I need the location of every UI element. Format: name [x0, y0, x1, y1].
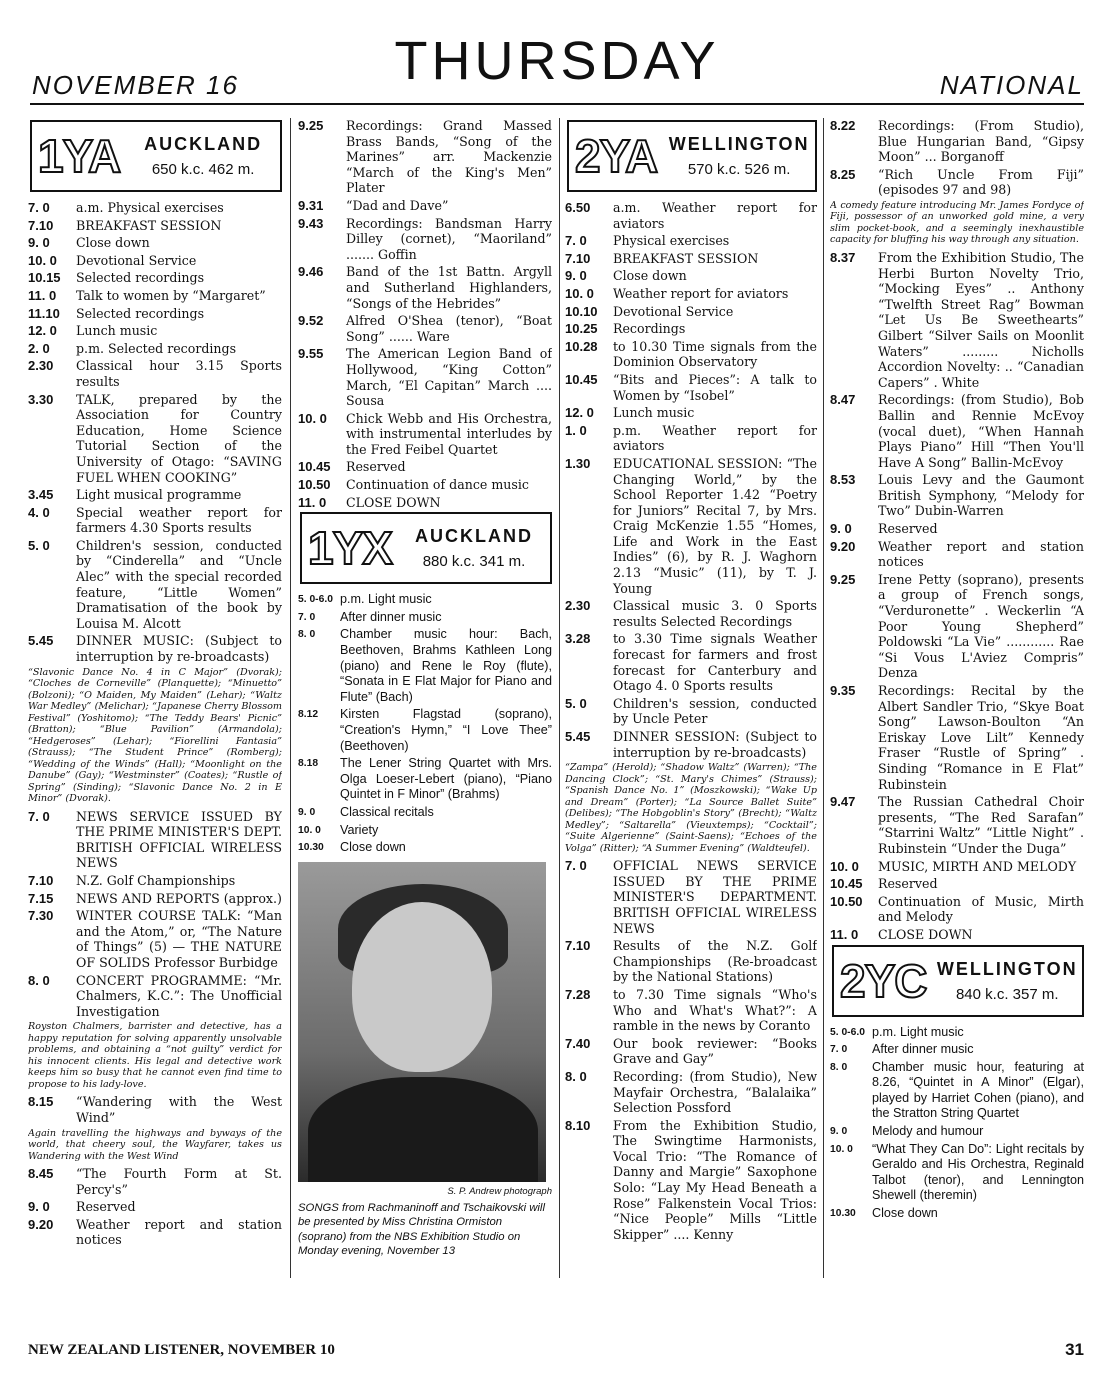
programme-entry	[830, 539, 1084, 570]
entry-time: 2.30	[28, 358, 54, 374]
programme-entry	[28, 358, 282, 389]
programme-entry	[298, 313, 552, 344]
programme-entry	[830, 794, 1084, 856]
portrait-photo	[298, 862, 546, 1182]
entry-description: Recordings: (from Studio), Bob Ballin and Rennie McEvoy (vocal duet), “When Hannah Plays Piano” Hill “Then You'll Have A Song” Ballin-McEvoy	[878, 392, 1084, 470]
programme-entry	[565, 268, 817, 284]
entry-time: 10.28	[565, 338, 598, 354]
programme-entry	[830, 1060, 1084, 1122]
entry-description: “The Fourth Form at St. Percy's”	[76, 1166, 282, 1197]
entry-time: 11.10	[28, 305, 60, 321]
entry-description: Weather report for aviators	[613, 285, 789, 301]
programme-entry	[565, 1036, 817, 1067]
programme-entry	[565, 598, 817, 629]
entry-time: 7.10	[565, 250, 591, 266]
entry-time: 7. 0	[565, 858, 587, 874]
entry-description: Louis Levy and the Gaumont British Symphony, “Melody for Two” Dubin-Warren	[878, 472, 1084, 519]
entry-time: 8.10	[565, 1117, 591, 1133]
entry-time: 8.25	[830, 166, 856, 182]
entry-time: 10.45	[565, 371, 598, 387]
station-name: WELLINGTON	[936, 958, 1078, 979]
entry-time: 9.35	[830, 683, 856, 698]
footer-publication: NEW ZEALAND LISTENER, NOVEMBER 10	[28, 1342, 335, 1358]
programme-note: Royston Chalmers, barrister and detective, has a happy reputation for solving apparently unsolvable problems, and obtaining a “not guilty” verdict for his innocent clients. His legal and detective work keeps him so busy that he cannot even find time to propose to his lady-love.	[28, 1021, 282, 1090]
entry-description: Light musical programme	[76, 487, 242, 503]
entry-description: Irene Petty (soprano), presents a group of French songs, “Verduronette” . Weckerlin “A Poor Young Shepherd” Poldowski “La Vie” ............ Rae “Si Vous L'Aviez Compris” Denza	[878, 571, 1084, 681]
entry-time: 9.20	[830, 538, 856, 554]
entry-description: Recordings	[613, 321, 686, 337]
entry-description: Recordings: (From Studio), Blue Hungarian Band, “Gipsy Moon” ... Borganoff	[878, 118, 1084, 165]
dinner-music-note: “Zampa” (Herold); “Shadow Waltz” (Warren); “The Dancing Clock”; “St. Mary's Chimes” (Strauss); “Spanish Dance No. 1” (Moszkowski); “Wake Up and Dream” (Porter); “La Source Ballet Suite” (Delibes); “The Hobgoblin's Story” (Brecht); “Waltz Medley”; “Saltarella” (Vieuxtemps); “Cocktail”; “Suite Algerienne” (Saint-Saens); “Echoes of the Volga” (Ritter); “A Summer Evening” (Waldteufel).	[565, 762, 817, 854]
station-box-2yc	[832, 945, 1084, 1017]
entry-time: 10. 0	[565, 285, 594, 301]
programme-note: A comedy feature introducing Mr. James Fordyce of Fiji, possessor of an unworked gold mine, a very slim pocket-book, and a seemingly inexhaustible capacity for bluffing his way through any situation.	[830, 199, 1084, 246]
programme-entry	[565, 456, 817, 596]
entry-time: 8.18	[298, 758, 319, 770]
programme-entry	[830, 1142, 1084, 1204]
entry-time: 8.22	[830, 118, 856, 133]
entry-description: BREAKFAST SESSION	[613, 250, 759, 266]
station-frequency: 880 k.c. 341 m.	[422, 553, 526, 571]
photo-credit: S. P. Andrew photograph	[447, 1185, 552, 1197]
programme-entry	[298, 216, 552, 263]
entry-description: Reserved	[878, 521, 938, 537]
programme-entry	[298, 756, 552, 803]
programme-entry	[565, 304, 817, 320]
programme-entry	[28, 973, 282, 1020]
entry-time: 8.15	[28, 1094, 54, 1110]
programme-entry	[830, 1206, 1084, 1222]
entry-description: p.m. Weather report for aviators	[613, 422, 817, 454]
entry-description: Reserved	[878, 876, 938, 892]
entry-description: p.m. Selected recordings	[76, 340, 237, 356]
programme-entry	[298, 459, 552, 475]
column-2	[298, 118, 552, 1270]
entry-description: Selected recordings	[76, 270, 205, 286]
programme-entry	[565, 1069, 817, 1116]
entry-time: 5.45	[565, 729, 591, 744]
entry-description: Kirsten Flagstad (soprano), “Creation's Hymn,” “I Love Thee” (Beethoven)	[340, 707, 552, 753]
entry-description: Close down	[613, 268, 687, 284]
programme-entry	[830, 572, 1084, 681]
entry-description: WINTER COURSE TALK: “Man and the Atom,” or, “The Nature of Things” (5) — THE NATURE OF SOLIDS Professor Burbidge	[76, 908, 282, 970]
entry-description: Devotional Service	[76, 252, 197, 268]
entry-description: Recordings: Bandsman Harry Dilley (cornet), “Maoriland” ....... Goffin	[346, 215, 552, 262]
page-number: 31	[1065, 1340, 1084, 1359]
programme-entry	[565, 200, 817, 231]
programme-entry	[28, 873, 282, 889]
station-frequency: 570 k.c. 526 m.	[687, 161, 791, 178]
entry-description: Children's session, conducted by “Cinderella” and “Uncle Alec” with the special recorded feature, “Little Women” Dramatisation of the book by Louisa M. Alcott	[76, 537, 282, 631]
programme-entry	[830, 118, 1084, 165]
entry-time: 5. 0-6.0	[298, 594, 333, 606]
entry-description: From the Exhibition Studio, The Herbi Burton Novelty Trio, “Mocking Eyes” .. Anthony “Twelfth Street Rag” Bowman “Let Us Be Sweethearts” Gilbert “Silver Sails on Moonlit Waters” ......... Nicholls Accordion Novelty: .. “Canadian Capers” . White	[878, 249, 1084, 390]
entry-time: 1.30	[565, 455, 591, 471]
entry-time: 7.40	[565, 1035, 591, 1051]
programme-entry	[830, 894, 1084, 925]
entry-description: EDUCATIONAL SESSION: “The Changing World,” by the School Reporter 1.42 “Poetry for Juniors” Recital 7, by Mrs. Craig McKenzie 1.55 “Homes, Life and Work in the East Indies” (6), by R. J. Waghorn 2.13 “Music” (11), by T. J. Young	[613, 455, 817, 596]
programme-entry	[565, 696, 817, 727]
programme-entry	[28, 235, 282, 251]
entry-description: DINNER MUSIC: (Subject to interruption by re-broadcasts)	[76, 633, 282, 665]
column-1	[28, 118, 282, 1270]
entry-time: 7.15	[28, 890, 54, 906]
entry-description: Recording: (from Studio), New Mayfair Orchestra, “Balalaika” Selection Possford	[613, 1068, 817, 1116]
station-box-1yx	[300, 512, 552, 584]
entry-time: 9. 0	[830, 521, 852, 537]
entry-time: 8. 0	[298, 629, 316, 641]
programme-entry	[565, 339, 817, 370]
column-divider	[559, 118, 560, 1278]
entry-time: 9. 0	[298, 806, 316, 818]
entry-description: a.m. Physical exercises	[76, 200, 224, 215]
entry-time: 8. 0	[28, 972, 50, 988]
station-call-sign: 1YX	[308, 522, 392, 575]
station-box-2ya	[567, 120, 817, 192]
programme-entry	[28, 1094, 282, 1125]
programme-entry	[830, 392, 1084, 470]
entry-description: “Bits and Pieces”: A talk to Women by “Isobel”	[613, 371, 817, 403]
entry-time: 7.10	[565, 938, 591, 954]
entry-time: 9.43	[298, 215, 324, 231]
entry-time: 12. 0	[28, 323, 57, 339]
entry-description: N.Z. Golf Championships	[76, 873, 236, 888]
programme-entry	[28, 323, 282, 339]
entry-description: p.m. Light music	[872, 1024, 964, 1039]
programme-entry	[28, 908, 282, 970]
station-call-sign: 2YA	[575, 130, 658, 182]
column-3	[565, 118, 817, 1270]
programme-entry	[28, 1217, 282, 1248]
programme-entry	[298, 627, 552, 705]
station-frequency: 840 k.c. 357 m.	[955, 985, 1059, 1003]
entry-description: Reserved	[76, 1199, 136, 1215]
programme-entry	[565, 372, 817, 403]
entry-description: After dinner music	[340, 609, 442, 624]
entry-time: 4. 0	[28, 504, 50, 520]
entry-time: 7. 0	[298, 611, 316, 623]
entry-time: 8.37	[830, 249, 856, 265]
entry-time: 9. 0	[830, 1126, 848, 1138]
header-day: THURSDAY	[394, 31, 720, 91]
entry-time: 1. 0	[565, 422, 587, 438]
programme-entry	[565, 423, 817, 454]
entry-time: 5. 0	[28, 537, 50, 553]
entry-description: Band of the 1st Battn. Argyll and Sutherland Highlanders, “Songs of the Hebrides”	[346, 264, 552, 311]
entry-description: p.m. Light music	[340, 592, 432, 607]
programme-entry	[28, 505, 282, 536]
column-divider	[290, 118, 291, 1278]
programme-entry	[28, 270, 282, 286]
entry-description: “What They Can Do”: Light recitals by Geraldo and His Orchestra, Reginald Talbot (tenor), and Lennington Shewell (theremin)	[872, 1141, 1084, 1203]
entry-description: Talk to women by “Margaret”	[76, 287, 266, 303]
entry-time: 9. 0	[565, 268, 587, 284]
entry-time: 2.30	[565, 598, 591, 614]
programme-entry	[565, 251, 817, 267]
column-4	[830, 118, 1084, 1270]
programme-entry	[565, 729, 817, 760]
entry-time: 7.10	[28, 217, 54, 233]
entry-description: CONCERT PROGRAMME: “Mr. Chalmers, K.C.”: The Unofficial Investigation	[76, 972, 282, 1019]
entry-description: NEWS AND REPORTS (approx.)	[76, 890, 282, 906]
programme-entry	[830, 927, 1084, 943]
entry-time: 10. 0	[830, 858, 859, 874]
entry-description: The American Legion Band of Hollywood, “King Cotton” March, “El Capitan” March .... Sousa	[346, 346, 552, 409]
programme-entry	[28, 538, 282, 632]
programme-entry	[298, 477, 552, 493]
programme-entry	[565, 631, 817, 693]
entry-time: 9.20	[28, 1216, 54, 1232]
entry-description: Lunch music	[76, 323, 158, 339]
programme-entry	[28, 1199, 282, 1215]
programme-entry	[565, 938, 817, 985]
programme-entry	[565, 1118, 817, 1243]
entry-description: BREAKFAST SESSION	[76, 217, 222, 233]
entry-description: Close down	[872, 1206, 938, 1221]
entry-time: 5. 0	[565, 695, 587, 711]
programme-entry	[830, 167, 1084, 198]
entry-time: 10.30	[830, 1208, 856, 1220]
entry-description: Close down	[76, 235, 150, 251]
entry-description: DINNER SESSION: (Subject to interruption by re-broadcasts)	[613, 729, 817, 760]
header-rule	[30, 103, 1084, 105]
programme-entry	[830, 1025, 1084, 1041]
entry-description: TALK, prepared by the Association for Country Education, Home Science Tutorial Section of the University of Otago: “SAVING FUEL WHEN COOKING”	[76, 391, 282, 485]
programme-entry	[28, 253, 282, 269]
entry-time: 9.52	[298, 313, 324, 329]
entry-description: Chamber music hour, featuring at 8.26, “Quintet in A Minor” (Elgar), played by Harriet Cohen (piano), and the Stratton String Quartet	[872, 1059, 1084, 1121]
entry-time: 10.45	[830, 876, 863, 892]
entry-time: 10. 0	[28, 252, 57, 268]
programme-entry	[28, 218, 282, 234]
entry-time: 3.30	[28, 391, 54, 407]
entry-description: a.m. Weather report for aviators	[613, 200, 817, 231]
entry-time: 10.30	[298, 842, 324, 854]
programme-entry	[298, 346, 552, 408]
entry-description: “Dad and Dave”	[346, 197, 449, 213]
entry-description: Continuation of dance music	[346, 477, 529, 493]
entry-time: 5.45	[28, 633, 54, 649]
entry-time: 10.15	[28, 270, 61, 286]
dinner-music-note: “Slavonic Dance No. 4 in C Major” (Dvorak); “Cloches de Corneville” (Planquette); “Minuetto” (Bolzoni); “O Maiden, My Maiden” (Lehar); “Waltz War Medley” (Melichar); “Japanese Cherry Blossom Festival” (Yoshitomo); “The Teddy Bears' Picnic” (Bratton); “Blue Pavilion” (Armandola); “Hedgeroses” (Lehar); “Fiorellini Fantasia” (Strauss); “The Student Prince” (Romberg); “Wedding of the Winds” (Hall); “Moonlight on the Danube” (Gay); “Westminster” (Coates); “Rustle of Spring” (Sinding); “Slavonic Dance No. 2 in E Minor” (Dvorak).	[28, 666, 282, 805]
entry-time: 7.30	[28, 908, 54, 924]
programme-entry	[565, 286, 817, 302]
entry-description: Chick Webb and His Orchestra, with instrumental interludes by the Fred Feibel Quartet	[346, 410, 552, 457]
entry-time: 7.28	[565, 986, 591, 1002]
programme-entry	[298, 823, 552, 839]
entry-description: Chamber music hour: Bach, Beethoven, Brahms Kathleen Long (piano) and Rene le Roy (flute), “Sonata in E Flat Major for Piano and Flute” (Bach)	[340, 627, 552, 704]
programme-entry	[830, 1042, 1084, 1058]
station-name: AUCKLAND	[144, 134, 263, 154]
entry-description: MUSIC, MIRTH AND MELODY	[878, 858, 1077, 874]
entry-time: 2. 0	[28, 340, 50, 356]
entry-time: 10.50	[830, 893, 863, 909]
entry-description: Devotional Service	[613, 303, 734, 319]
entry-description: Physical exercises	[613, 233, 730, 249]
station-frequency: 650 k.c. 462 m.	[151, 161, 255, 178]
entry-time: 10.50	[298, 477, 331, 493]
entry-description: Variety	[340, 822, 379, 837]
station-call-sign: 2YC	[840, 954, 927, 1007]
programme-entry	[830, 876, 1084, 892]
entry-description: Weather report and station notices	[878, 538, 1084, 570]
entry-description: Selected recordings	[76, 305, 205, 321]
entry-time: 11. 0	[28, 287, 57, 303]
entry-description: Children's session, conducted by Uncle Peter	[613, 695, 817, 727]
entry-description: Lunch music	[613, 405, 695, 421]
header-date: NOVEMBER 16	[32, 70, 239, 100]
programme-entry	[28, 341, 282, 357]
entry-description: Recordings: Grand Massed Brass Bands, “Song of the Marines” arr. Mackenzie “March of the King's Men” Plater	[346, 118, 552, 196]
entry-description: Classical music 3. 0 Sports results Selected Recordings	[613, 598, 817, 629]
station-name: WELLINGTON	[668, 134, 810, 154]
programme-entry	[565, 405, 817, 421]
entry-time: 8.12	[298, 709, 319, 721]
programme-entry	[830, 859, 1084, 875]
entry-time: 10. 0	[298, 410, 327, 426]
programme-entry	[830, 521, 1084, 537]
entry-description: Continuation of Music, Mirth and Melody	[878, 893, 1084, 925]
entry-time: 10. 0	[830, 1143, 853, 1155]
entry-time: 9.46	[298, 264, 324, 280]
photo-caption: SONGS from Rachmaninoff and Tschaikovski will be presented by Miss Christina Ormiston (soprano) from the NBS Exhibition Studio on Monday evening, November 13	[298, 1201, 545, 1258]
programme-entry	[28, 891, 282, 907]
station-name: AUCKLAND	[414, 526, 533, 547]
entry-time: 9.47	[830, 794, 856, 810]
programme-entry	[28, 306, 282, 322]
entry-description: CLOSE DOWN	[346, 494, 441, 510]
programme-entry	[830, 472, 1084, 519]
entry-description: From the Exhibition Studio, The Swingtime Harmonists, Vocal Trio: “The Romance of Danny and Margie” Saxophone Solo: “Lay My Head Beneath a Rose” Falkenstein Vocal Trios: “Nice People” Mills “Little Skipper” .... Kenny	[613, 1117, 817, 1242]
station-box-1ya	[30, 120, 282, 192]
entry-time: 7. 0	[565, 233, 587, 249]
entry-time: 8.53	[830, 472, 856, 488]
entry-time: 9.31	[298, 197, 324, 213]
entry-time: 7. 0	[28, 200, 50, 215]
entry-time: 9. 0	[28, 235, 50, 251]
entry-description: Reserved	[346, 459, 406, 475]
entry-description: to 3.30 Time signals Weather forecast for farmers and frost forecast for Canterbury and Otago 4. 0 Sports results	[613, 631, 817, 694]
entry-time: 8. 0	[565, 1068, 587, 1084]
station-call-sign: 1YA	[38, 130, 121, 182]
entry-time: 10.10	[565, 303, 598, 319]
entry-time: 7. 0	[830, 1044, 848, 1056]
header-section: NATIONAL	[939, 70, 1084, 100]
entry-description: Weather report and station notices	[76, 1216, 282, 1248]
programme-entry	[28, 487, 282, 503]
entry-description: OFFICIAL NEWS SERVICE ISSUED BY THE PRIME MINISTER'S DEPARTMENT. BRITISH OFFICIAL WIRELESS NEWS	[613, 858, 817, 936]
entry-time: 5. 0-6.0	[830, 1026, 865, 1038]
programme-entry	[298, 805, 552, 821]
entry-description: Melody and humour	[872, 1124, 984, 1139]
programme-entry	[298, 592, 552, 608]
entry-time: 3.45	[28, 487, 54, 503]
entry-description: Alfred O'Shea (tenor), “Boat Song” ...... Ware	[346, 313, 552, 344]
entry-time: 7.10	[28, 873, 54, 888]
programme-entry	[830, 250, 1084, 390]
entry-time: 8.47	[830, 392, 856, 408]
programme-entry	[298, 707, 552, 754]
programme-entry	[298, 198, 552, 214]
entry-description: to 7.30 Time signals “Who's Who and What's What?”: A ramble in the news by Coranto	[613, 986, 817, 1034]
entry-time: 9.25	[830, 571, 856, 587]
entry-description: Special weather report for farmers 4.30 Sports results	[76, 504, 282, 536]
entry-time: 9.25	[298, 118, 324, 133]
entry-description: The Russian Cathedral Choir presents, “The Red Sarafan” “Starrini Waltz” “Little Night” . Rubinstein “Under the Duga”	[878, 794, 1084, 856]
entry-time: 9. 0	[28, 1199, 50, 1215]
programme-entry	[565, 321, 817, 337]
entry-description: NEWS SERVICE ISSUED BY THE PRIME MINISTER'S DEPT. BRITISH OFFICIAL WIRELESS NEWS	[76, 808, 282, 871]
entry-time: 10.25	[565, 321, 598, 337]
entry-time: 10.45	[298, 459, 331, 475]
entry-description: Classical recitals	[340, 804, 434, 819]
entry-description: “Wandering with the West Wind”	[76, 1094, 282, 1125]
programme-entry	[565, 233, 817, 249]
programme-note: Again travelling the highways and byways of the world, that cheery soul, the Wayfarer, takes us Wandering with the West Wind	[28, 1127, 282, 1162]
entry-description: The Lener String Quartet with Mrs. Olga Loeser-Lebert (piano), “Piano Quintet in F Minor” (Brahms)	[340, 756, 552, 802]
programme-entry	[565, 858, 817, 936]
programme-entry	[830, 1124, 1084, 1140]
programme-entry	[830, 683, 1084, 792]
entry-description: Recordings: Recital by the Albert Sandler Trio, “Skye Boat Song” Lawson-Boulton “An Eriskay Love Lilt” Kennedy Fraser “Rustle of Spring” . Sinding “Romance in E Flat” Rubinstein	[878, 683, 1084, 792]
entry-description: “Rich Uncle From Fiji” (episodes 97 and 98)	[878, 166, 1084, 198]
programme-entry	[28, 392, 282, 486]
programme-entry	[298, 118, 552, 196]
entry-time: 8.45	[28, 1166, 54, 1182]
programme-entry	[298, 411, 552, 458]
programme-entry	[28, 633, 282, 664]
entry-time: 10. 0	[298, 824, 321, 836]
entry-time: 11. 0	[298, 494, 327, 510]
entry-description: Results of the N.Z. Golf Championships (Re-broadcast by the National Stations)	[613, 938, 817, 985]
entry-time: 3.28	[565, 631, 591, 647]
entry-description: to 10.30 Time signals from the Dominion Observatory	[613, 338, 817, 370]
entry-time: 12. 0	[565, 405, 594, 421]
programme-entry	[28, 809, 282, 871]
column-divider	[823, 118, 824, 1278]
entry-time: 6.50	[565, 200, 591, 215]
programme-entry	[298, 495, 552, 511]
entry-time: 8. 0	[830, 1061, 848, 1073]
entry-description: CLOSE DOWN	[878, 926, 973, 942]
programme-entry	[565, 987, 817, 1034]
entry-description: After dinner music	[872, 1042, 974, 1057]
entry-description: Close down	[340, 840, 406, 855]
entry-description: Our book reviewer: “Books Grave and Gay”	[613, 1035, 817, 1067]
entry-time: 11. 0	[830, 926, 859, 942]
entry-time: 7. 0	[28, 808, 50, 824]
programme-entry	[28, 1166, 282, 1197]
programme-entry	[28, 288, 282, 304]
programme-entry	[298, 840, 552, 856]
programme-entry	[28, 200, 282, 216]
entry-description: Classical hour 3.15 Sports results	[76, 358, 282, 389]
entry-time: 9.55	[298, 346, 324, 362]
programme-entry	[298, 264, 552, 311]
programme-entry	[298, 610, 552, 626]
